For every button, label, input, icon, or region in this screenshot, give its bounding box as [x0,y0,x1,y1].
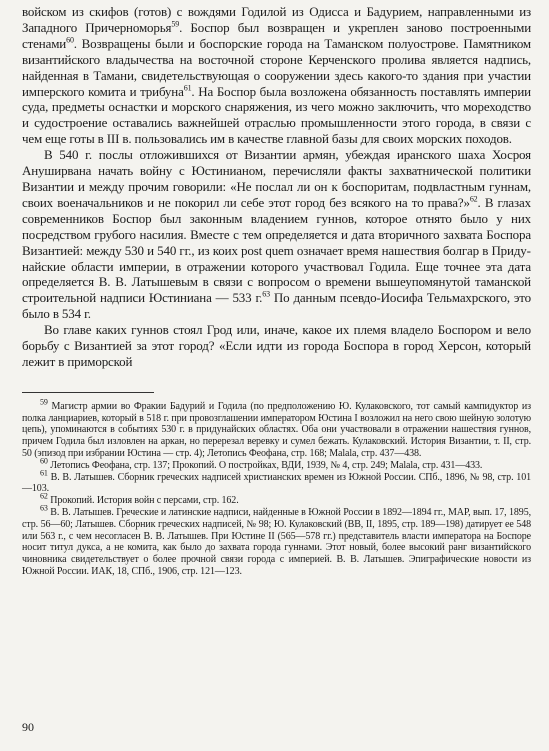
paragraph-text: . В глазах современников Боспор был законным владением гуннов, которое отнято было у них посредством грубого насилия. Вместе с тем определяется и дата вторичного захвата Боспора Византией: между 530 и 540 гг., из коих post quem означает время нашествия болгар в Придунайские области империи, в отражении которого участвовал Годила. Еще точнее эта дата определяется В. В. Латышевым в связи с вопросом о времени вышеупомянутой таманской строительной надписи Юстиниана — 533 г. [22,194,531,306]
paragraph-2 [22,147,531,322]
footnote-divider [22,392,154,393]
footnote [22,503,531,578]
footnote-ref: 59 [171,19,180,29]
footnote-mark: 59 [40,397,48,407]
footnote-mark: 63 [40,503,48,513]
footnotes [22,397,532,578]
paragraph-text: . На Боспор была возложена обязанность поставлять империи суда, предметы оснастки и морского снаряжения, из чего можно заключить, что мореходство и судостроение оставались важнейшей отраслью промышленности этого города, в связи с чем еще готы в III в. пользовались им в качестве главной базы для своих морских походов. [22,83,531,147]
footnote-ref: 63 [262,289,270,299]
paragraph-text: войском из скифов (готов) с вождями Годилой из Одисса и Бадурием, направленными из Западного Причерноморья [22,4,531,35]
footnote-text: Летопись Феофана, стр. 137; Прокопий. О постройках, ВДИ, 1939, № 4, стр. 249; Malala, стр. 431—433. [50,459,483,471]
paragraph-text: Во главе каких гуннов стоял Грод или, иначе, какое их племя владело Боспором и вело борьбу с Византией за этот город? «Если идти из города Боспора в город Херсон, который лежит в приморской [22,322,531,369]
footnote [22,491,531,507]
footnote-mark: 60 [40,456,48,466]
paragraph-text: . Возвращены были и боспорские города на Таманском полуострове. Памятником византийского владычества на восточной стороне Керченского пролива является надпись, найденная в Тамани, свидетельствующая о сооружении здесь какого-то здания при участии имперского комита и трибуна [22,35,531,99]
footnote-text: Прокопий. История войн с персами, стр. 162. [50,495,239,507]
footnote-text: В. В. Латышев. Сборник греческих надписей христианских времен из Южной России. СПб., 1896, № 98, стр. 101—103. [22,471,531,495]
footnote-mark: 61 [40,468,48,478]
main-text [22,4,531,370]
footnote-mark: 62 [40,491,48,501]
footnote [22,468,531,496]
paragraph-text: В 540 г. послы отложившихся от Византии армян, убеждая иранского шаха Хосроя Ануширвана начать войну с Юстинианом, перечисляли факты захватнической политики Византии и между прочим говорили: «Не послал ли он к боспоритам, подвластным гуннам, своих военачальников и не покорил ли себе этот город без всякого на то права?» [22,147,531,210]
paragraph-text: По данным псевдо-Иосифа Тельмахрского, это было в 534 г. [22,290,532,322]
page-number: 90 [22,720,34,734]
footnote-text: В. В. Латышев. Греческие и латинские надписи, найденные в Южной России в 1892—1894 гг., МАР, вып. 17, 1895, стр. 56—60; Латышев. Сборник греческих надписей, № 98; Ю. Кулаковский (ВВ, II, 1895, стр. 189—198) датирует ее 548 или 563 г., с чем несогласен В. В. Латышев. При Юстине II (565—578 гг.) представитель власти императора на Боспоре носит титул дукса, а не комита, как было до захвата города гуннами. Этот новый, более высокий ранг византийского чиновника свидетельствует о более прочной связи города с империей. В. В. Латышев. Эпиграфические новости из Южной России. ИАК, 18, СПб., 1906, стр. 121—123. [22,507,531,577]
footnote [22,397,532,460]
footnote-text: Магистр армии во Фракии Бадурий и Годила (по предположению Ю. Кулаковского, тот самый кампидуктор из полка ланциариев, который в 518 г. при провозглашении императором Юстина I возложил на него свою шейную золотую цепь), упоминаются в событиях 530 г. в придунайских областях. Оба они участвовали в отражении нашествия гуннов, причем Годила был изловлен на аркан, но перерезал веревку и сумел бежать. Кулаковский. История Византии, т. II, стр. 50 (эпизод при избрании Юстина — стр. 4); Летопись Феофана, стр. 168; Malala, стр. 437—438. [22,400,532,460]
footnote [22,456,531,472]
footnote-ref: 60 [66,35,74,45]
footnote-ref: 61 [183,83,192,93]
paragraph-3 [22,322,531,370]
paragraph-text: . Боспор был возвращен и укреплен заново построенными стенами [22,19,532,51]
paragraph-1 [22,4,531,147]
footnote-ref: 62 [469,194,478,204]
